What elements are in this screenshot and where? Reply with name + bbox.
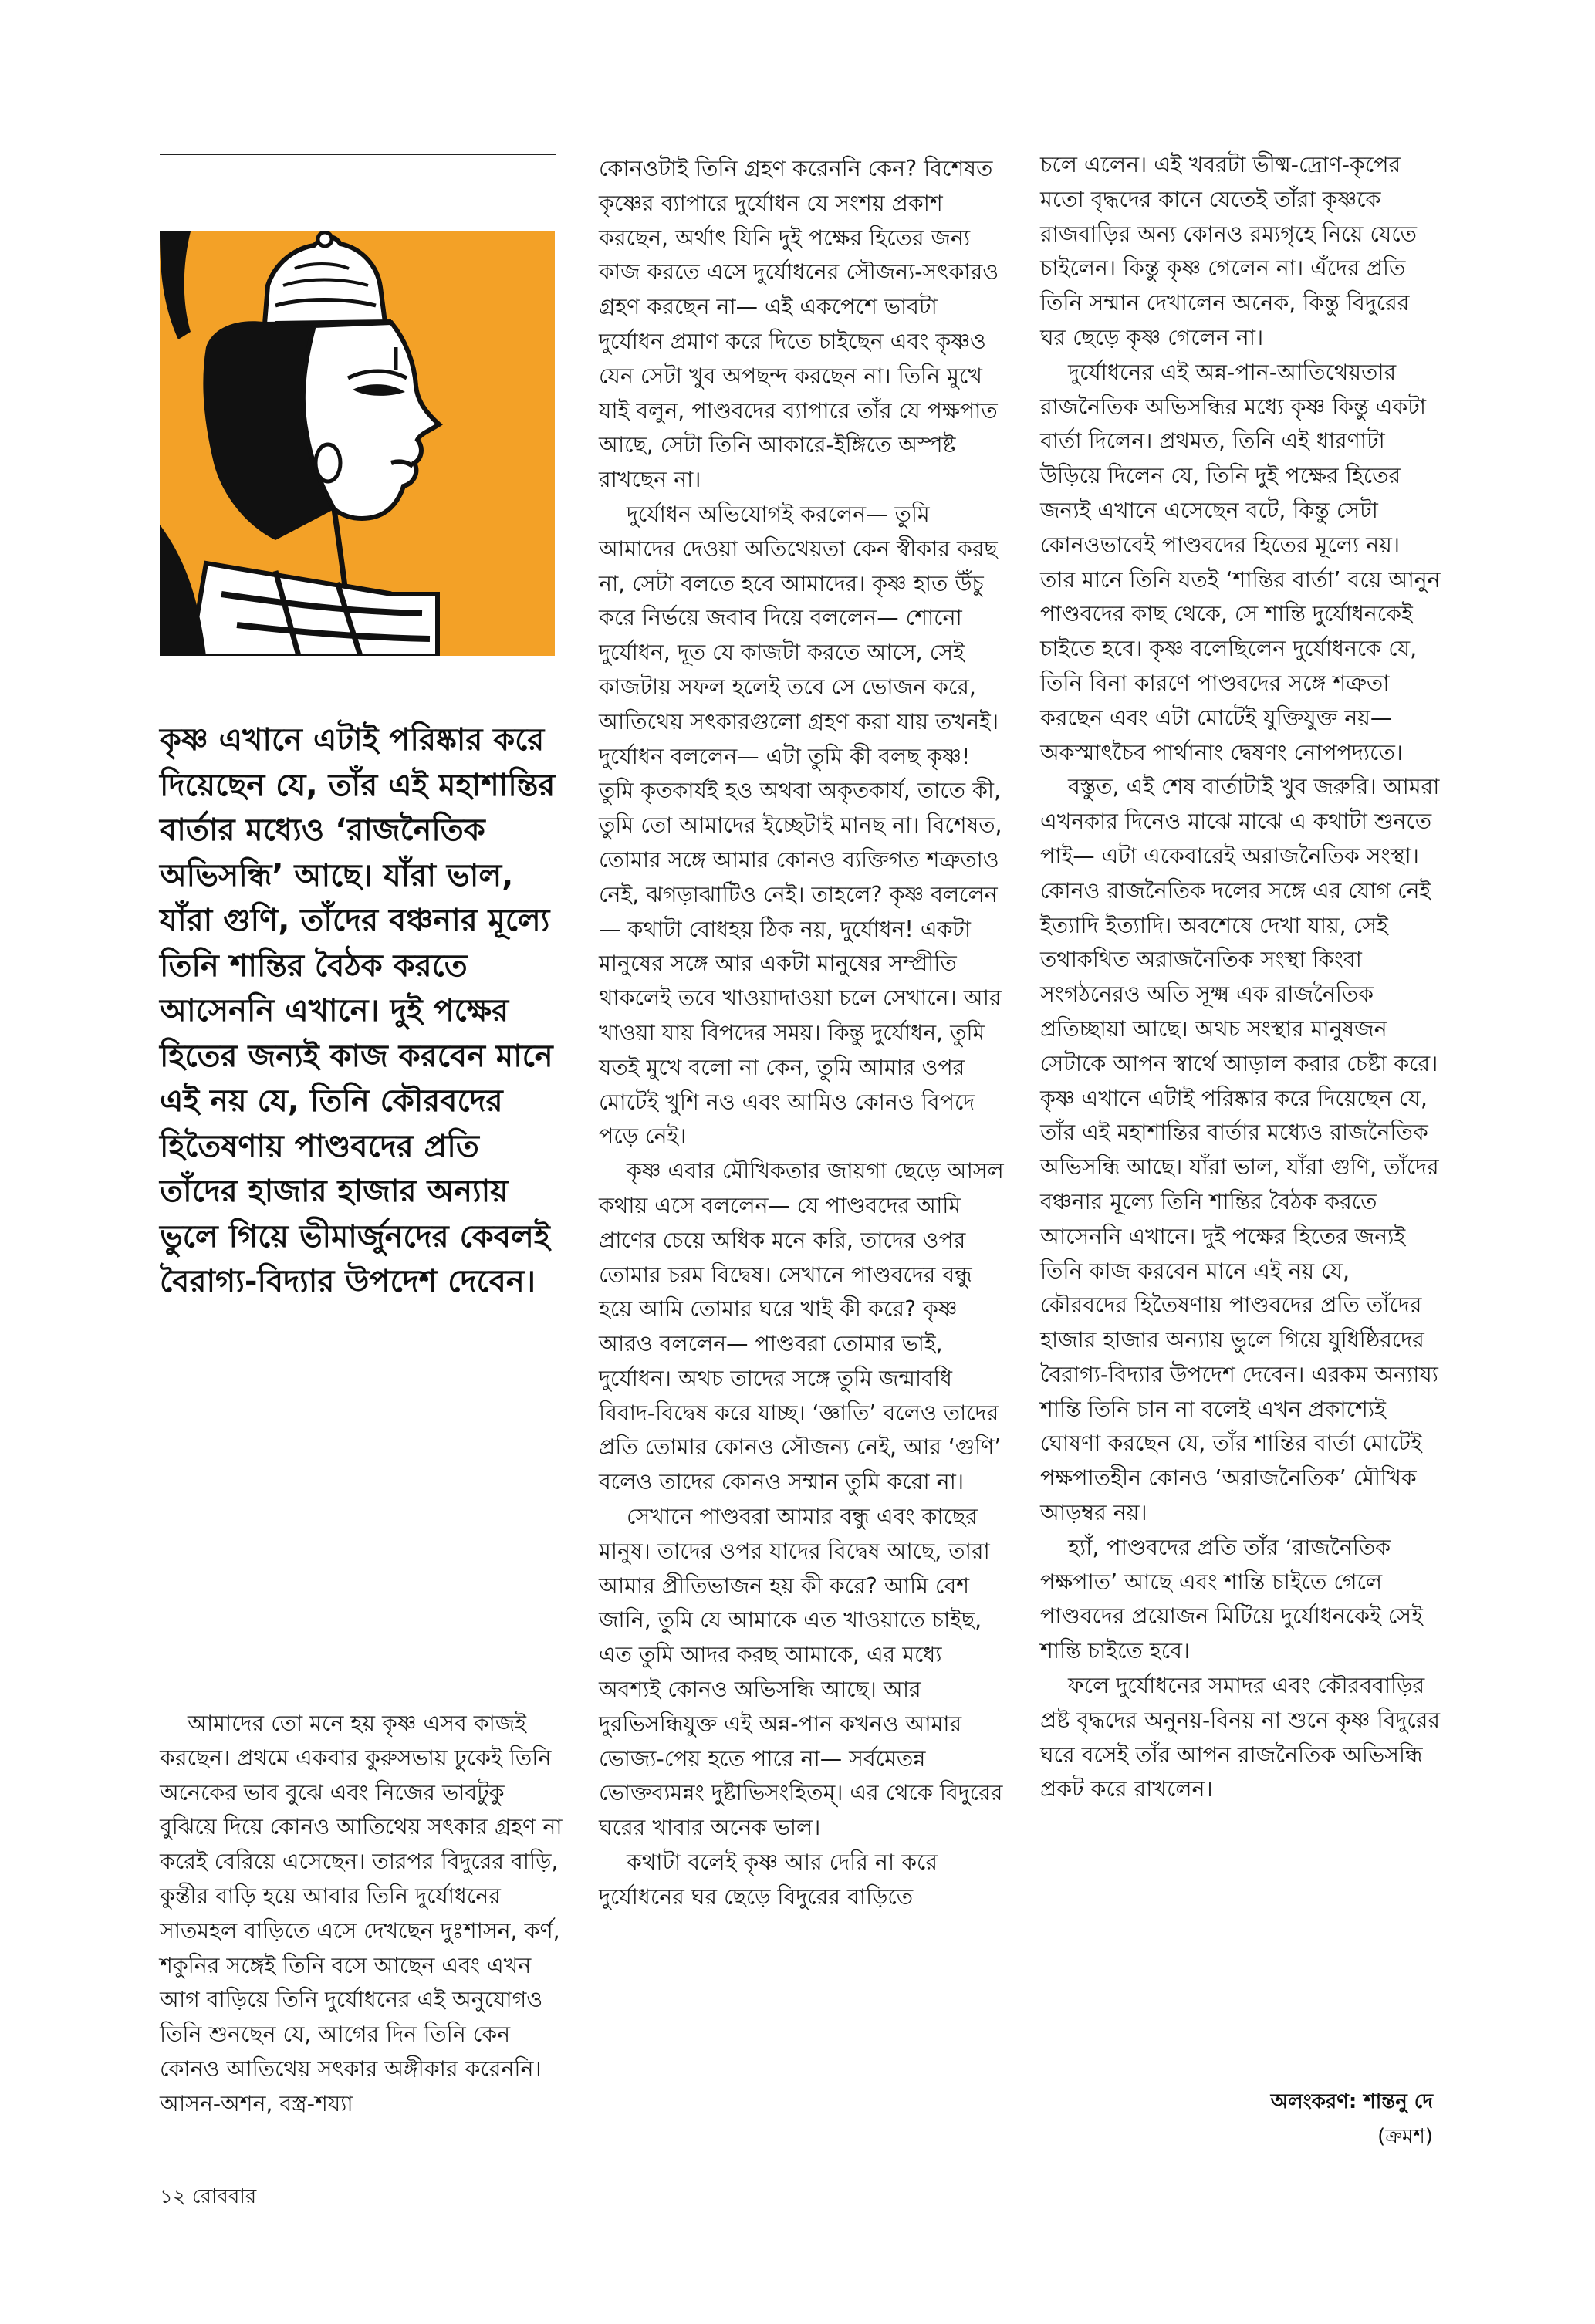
paragraph: সেখানে পাণ্ডবরা আমার বন্ধু এবং কাছের মানুষ। তাদের ওপর যাদের বিদ্বেষ আছে, তারা আমার প্রীতিভাজন হয় কী করে? আমি বেশ জানি, তুমি যে আমাকে এত খাওয়াতে চাইছ, এত তুমি আদর করছ আমাকে, এর মধ্যে অবশ্যই কোনও অভিসন্ধি আছে। আর দুরভিসন্ধিযুক্ত এই অন্ন-পান কখনও আমার ভোজ্য-পেয় হতে পারে না— সর্বমেতন্ন ভোক্তব্যমন্নং দুষ্টাভিসংহিতম্। এর থেকে বিদুরের ঘরের খাবার অনেক ভাল। [599,1504,1003,1841]
header-rule [160,154,556,155]
paragraph: ফলে দুর্যোধনের সমাদর এবং কৌরববাড়ির প্রষ্ট বৃদ্ধদের অনুনয়-বিনয় না শুনে কৃষ্ণ বিদুরের ঘরে বসেই তাঁর আপন রাজনৈতিক অভিসন্ধি প্রকট করে রাখলেন। [1040,1673,1440,1802]
paragraph: আমাদের তো মনে হয় কৃষ্ণ এসব কাজই করছেন। প্রথমে একবার কুরুসভায় ঢুকেই তিনি অনেকের ভাব বুঝে এবং নিজের ভাবটুকু বুঝিয়ে দিয়ে কোনও আতিথেয় সৎকার গ্রহণ না করেই বেরিয়ে এসেছেন। তারপর বিদুরের বাড়ি, কুন্তীর বাড়ি হয়ে আবার তিনি দুর্যোধনের সাতমহল বাড়িতে এসে দেখছেন দুঃশাসন, কর্ণ, শকুনির সঙ্গেই তিনি বসে আছেন এবং এখন আগ বাড়িয়ে তিনি দুর্যোধনের এই অনুযোগও তিনি শুনছেন যে, আগের দিন তিনি কেন কোনও আতিথেয় সৎকার অঙ্গীকার করেননি। আসন-অশন, বস্ত্র-শয্যা [160,1711,563,2116]
series-note: (ক্রমশ) [1377,2125,1433,2148]
paragraph: দুর্যোধন অভিযোগই করলেন— তুমি আমাদের দেওয়া অতিথেয়তা কেন স্বীকার করছ না, সেটা বলতে হবে আমাদের। কৃষ্ণ হাত উঁচু করে নির্ভয়ে জবাব দিয়ে বললেন— শোনো দুর্যোধন, দূত যে কাজটা করতে আসে, সেই কাজটায় সফল হলেই তবে সে ভোজন করে, আতিথেয় সৎকারগুলো গ্রহণ করা যায় তখনই। দুর্যোধন বললেন— এটা তুমি কী বলছ কৃষ্ণ! তুমি কৃতকার্যই হও অথবা অকৃতকার্য, তাতে কী, তুমি তো আমাদের ইচ্ছেটাই মানছ না। বিশেষত, তোমার সঙ্গে আমার কোনও ব্যক্তিগত শত্রুতাও নেই, ঝগড়াঝাটিও নেই। তাহলে? কৃষ্ণ বললেন— কথাটা বোধহয় ঠিক নয়, দুর্যোধন! একটা মানুষের সঙ্গে আর একটা মানুষের সম্প্রীতি থাকলেই তবে খাওয়াদাওয়া চলে সেখানে। আর খাওয়া যায় বিপদের সময়। কিন্তু দুর্যোধন, তুমি যতই মুখে বলো না কেন, তুমি আমার ওপর মোটেই খুশি নও এবং আমিও কোনও বিপদে পড়ে নেই। [599,501,1002,1150]
paragraph: কৃষ্ণ এবার মৌখিকতার জায়গা ছেড়ে আসল কথায় এসে বললেন— যে পাণ্ডবদের আমি প্রাণের চেয়ে অধিক মনে করি, তাদের ওপর তোমার চরম বিদ্বেষ। সেখানে পাণ্ডবদের বন্ধু হয়ে আমি তোমার ঘরে খাই কী করে? কৃষ্ণ আরও বললেন— পাণ্ডবরা তোমার ভাই, দুর্যোধন। অথচ তাদের সঙ্গে তুমি জন্মাবধি বিবাদ-বিদ্বেষ করে যাচ্ছ। ‘জ্ঞাতি’ বলেও তাদের প্রতি তোমার কোনও সৌজন্য নেই, আর ‘গুণি’ বলেও তাদের কোনও সম্মান তুমি করো না। [599,1158,1004,1495]
krishna-portrait-illustration-icon [160,231,555,656]
paragraph: কথাটা বলেই কৃষ্ণ আর দেরি না করে দুর্যোধনের ঘর ছেড়ে বিদুরের বাড়িতে [599,1849,938,1910]
illustration-credit: অলংকরণ: শান্তনু দে [1270,2090,1433,2113]
paragraph: কোনওটাই তিনি গ্রহণ করেননি কেন? বিশেষত কৃষ্ণের ব্যাপারে দুর্যোধন যে সংশয় প্রকাশ করছেন, অর্থাৎ যিনি দুই পক্ষের হিতের জন্য কাজ করতে এসে দুর্যোধনের সৌজন্য-সৎকারও গ্রহণ করছেন না— এই একপেশে ভাবটা দুর্যোধন প্রমাণ করে দিতে চাইছেন এবং কৃষ্ণও যেন সেটা খুব অপছন্দ করছেন না। তিনি মুখে যাই বলুন, পাণ্ডবদের ব্যাপারে তাঁর যে পক্ষপাত আছে, সেটা তিনি আকারে-ইঙ্গিতে অস্পষ্ট রাখছেন না। [599,156,999,493]
article-column-right [1040,148,1441,1807]
paragraph: হ্যাঁ, পাণ্ডবদের প্রতি তাঁর ‘রাজনৈতিক পক্ষপাত’ আছে এবং শান্তি চাইতে গেলে পাণ্ডবদের প্রয়োজন মিটিয়ে দুর্যোধনকেই সেই শান্তি চাইতে হবে। [1040,1534,1423,1664]
pull-quote-text: কৃষ্ণ এখানে এটাই পরিষ্কার করে দিয়েছেন যে, তাঁর এই মহাশান্তির বার্তার মধ্যেও ‘রাজনৈতিক অভিসন্ধি’ আছে। যাঁরা ভাল, যাঁরা গুণি, তাঁদের বঞ্চনার মূল্যে তিনি শান্তির বৈঠক করতে আসেননি এখানে। দুই পক্ষের হিতের জন্যই কাজ করবেন মানে এই নয় যে, তিনি কৌরবদের হিতৈষণায় পাণ্ডবদের প্রতি তাঁদের হাজার হাজার অন্যায় ভুলে গিয়ে ভীমার্জুনদের কেবলই বৈরাগ্য-বিদ্যার উপদেশ দেবেন। [160,722,556,1299]
article-column-left [160,1707,563,2122]
paragraph: দুর্যোধনের এই অন্ন-পান-আতিথেয়তার রাজনৈতিক অভিসন্ধির মধ্যে কৃষ্ণ কিন্তু একটা বার্তা দিলেন। প্রথমত, তিনি এই ধারণাটা উড়িয়ে দিলেন যে, তিনি দুই পক্ষের হিতের জন্যই এখানে এসেছেন বটে, কিন্তু সেটা কোনওভাবেই পাণ্ডবদের হিতের মূল্যে নয়। তার মানে তিনি যতই ‘শান্তির বার্তা’ বয়ে আনুন পাণ্ডবদের কাছ থেকে, সে শান্তি দুর্যোধনকেই চাইতে হবে। কৃষ্ণ বলেছিলেন দুর্যোধনকে যে, তিনি বিনা কারণে পাণ্ডবদের সঙ্গে শত্রুতা করছেন এবং এটা মোটেই যুক্তিযুক্ত নয়— অকস্মাৎচৈব পার্থানাং দ্বেষণং নোপপদ্যতে। [1040,359,1441,765]
page-folio: ১২ রোববার [160,2185,257,2208]
article-column-middle [599,152,1006,1915]
paragraph: বস্তুত, এই শেষ বার্তাটাই খুব জরুরি। আমরা এখনকার দিনেও মাঝে মাঝে এ কথাটা শুনতে পাই— এটা একেবারেই অরাজনৈতিক সংস্থা। কোনও রাজনৈতিক দলের সঙ্গে এর যোগ নেই ইত্যাদি ইত্যাদি। অবশেষে দেখা যায়, সেই তথাকথিত অরাজনৈতিক সংস্থা কিংবা সংগঠনেরও অতি সূক্ষ্ম এক রাজনৈতিক প্রতিচ্ছায়া আছে। অথচ সংস্থার মানুষজন সেটাকে আপন স্বার্থে আড়াল করার চেষ্টা করে। কৃষ্ণ এখানে এটাই পরিষ্কার করে দিয়েছেন যে, তাঁর এই মহাশান্তির বার্তার মধ্যেও রাজনৈতিক অভিসন্ধি আছে। যাঁরা ভাল, যাঁরা গুণি, তাঁদের বঞ্চনার মূল্যে তিনি শান্তির বৈঠক করতে আসেননি এখানে। দুই পক্ষের হিতের জন্যই তিনি কাজ করবেন মানে এই নয় যে, কৌরবদের হিতৈষণায় পাণ্ডবদের প্রতি তাঁদের হাজার হাজার অন্যায় ভুলে গিয়ে যুধিষ্ঠিরদের বৈরাগ্য-বিদ্যার উপদেশ দেবেন। এরকম অন্যায্য শান্তি তিনি চান না বলেই এখন প্রকাশ্যেই ঘোষণা করছেন যে, তাঁর শান্তির বার্তা মোটেই পক্ষপাতহীন কোনও ‘অরাজনৈতিক’ মৌখিক আড়ম্বর নয়। [1040,774,1440,1526]
pull-quote [160,718,561,1305]
paragraph: চলে এলেন। এই খবরটা ভীষ্ম-দ্রোণ-কৃপের মতো বৃদ্ধদের কানে যেতেই তাঁরা কৃষ্ণকে রাজবাড়ির অন্য কোনও রম্যগৃহে নিয়ে যেতে চাইলেন। কিন্তু কৃষ্ণ গেলেন না। এঁদের প্রতি তিনি সম্মান দেখালেন অনেক, কিন্তু বিদুরের ঘর ছেড়ে কৃষ্ণ গেলেন না। [1040,152,1417,350]
